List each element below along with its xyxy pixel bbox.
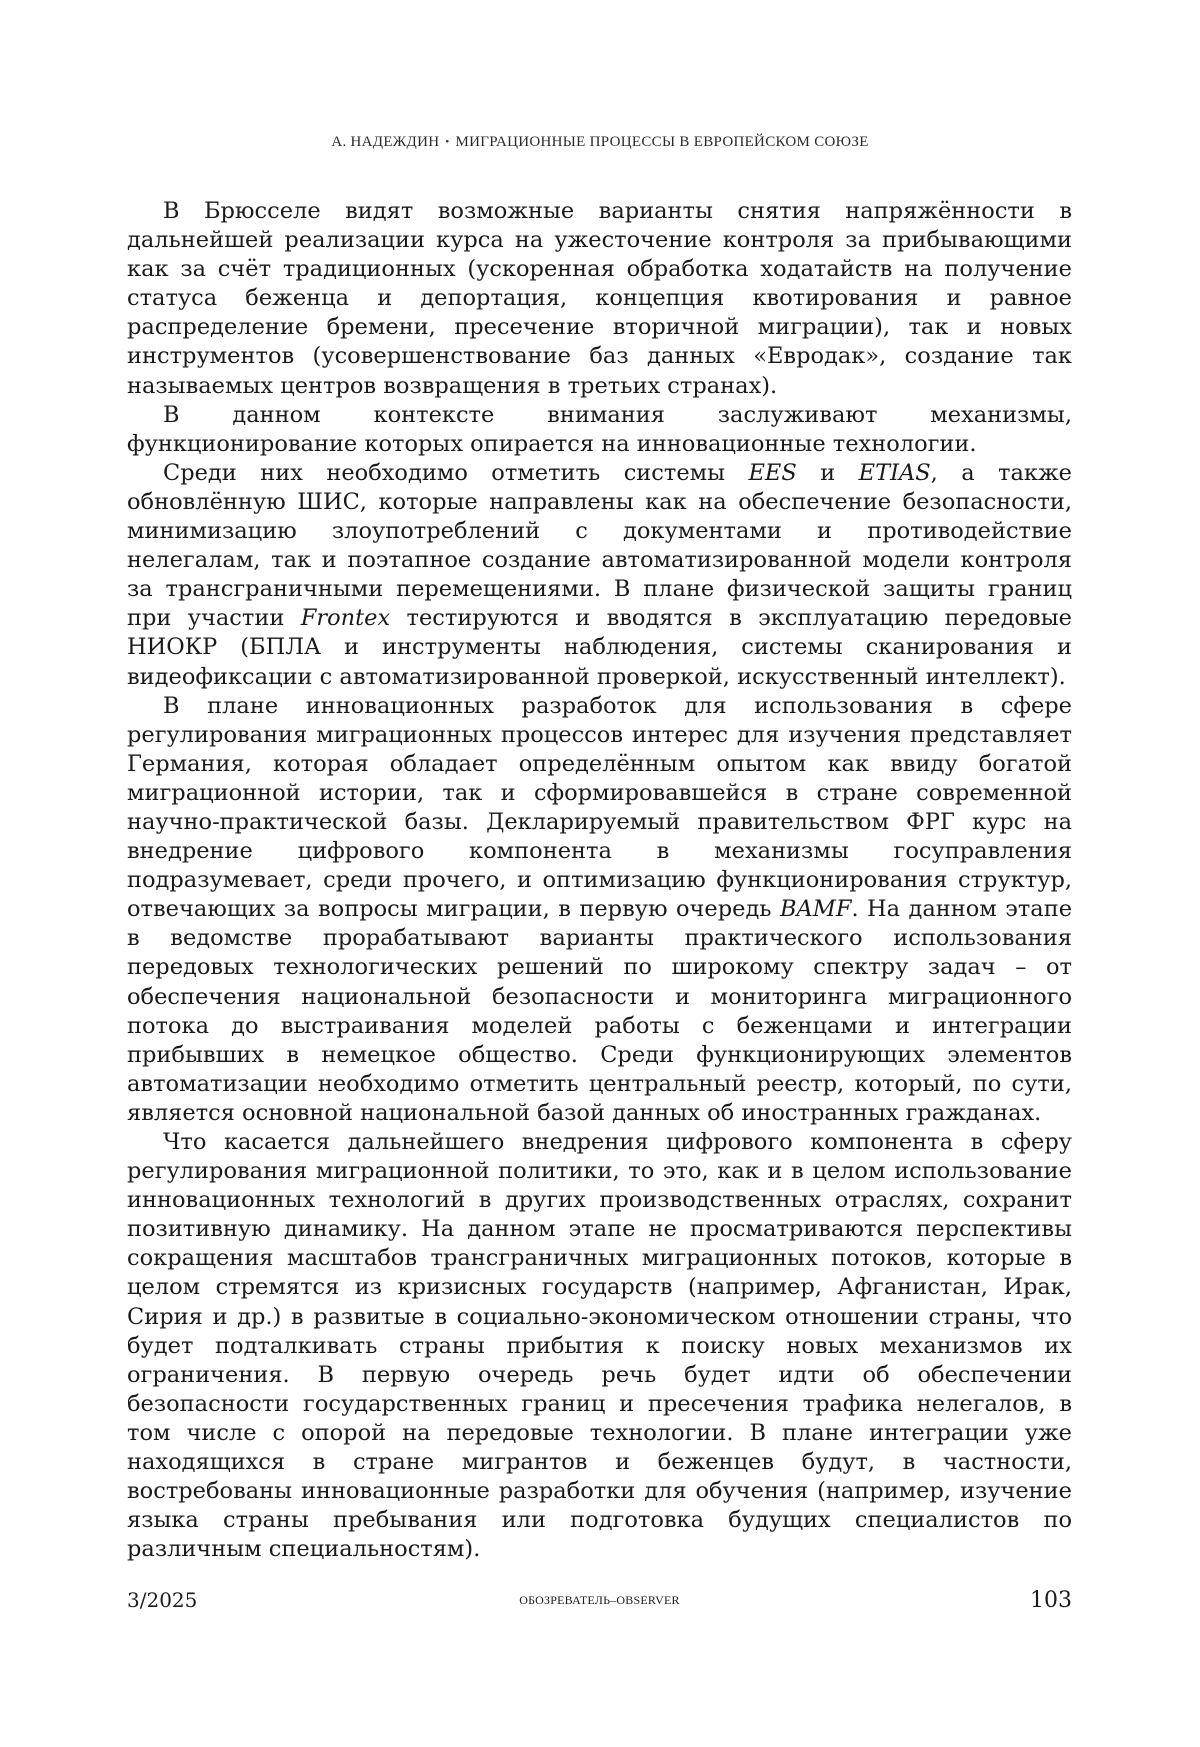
header-author: А. НАДЕЖДИН — [331, 134, 439, 150]
header-article-title: МИГРАЦИОННЫЕ ПРОЦЕССЫ В ЕВРОПЕЙСКОМ СОЮЗЕ — [456, 134, 869, 150]
term-ees: EES — [749, 460, 797, 486]
paragraph-3 — [127, 459, 1072, 692]
paragraph-3-text-1: Среди них необходимо отметить системы — [163, 460, 749, 486]
paragraph-1: В Брюсселе видят возможные варианты снятия напряжённости в дальнейшей реализации курса на ужесточение контроля за прибывающими как за счёт традиционных (ускоренная обработка ходатайств на получение статуса беженца и депортация, концепция квотирования и равное распределение бремени, пресечение вторичной миграции), так и новых инструментов (усовершенствование баз данных «Евродак», создание так называемых центров возвращения в третьих странах). — [127, 197, 1072, 401]
header-separator: • — [445, 136, 449, 148]
paragraph-4-text-1: В плане инновационных разработок для использования в сфере регулирования миграционных процессов интерес для изучения представляет Германия, которая обладает определённым опытом как ввиду богатой миграционной истории, так и сформировавшейся в стране современной научно-практической базы. Декларируемый правительством ФРГ курс на внедрение цифрового компонента в механизмы госуправления подразумевает, среди прочего, и оптимизацию функционирования структур, отвечающих за вопросы миграции, в первую очередь — [127, 693, 1072, 923]
article-body — [127, 197, 1072, 1564]
document-page — [0, 0, 1200, 1747]
footer-page-number: 103 — [1030, 1588, 1072, 1613]
running-header — [0, 134, 1200, 151]
term-etias: ETIAS — [859, 460, 931, 486]
paragraph-3-text-4: тестируются и вводятся в эксплуатацию передовые НИОКР (БПЛА и инструменты наблюдения, системы сканирования и видеофиксации с автоматизированной проверкой, искусственный интеллект). — [127, 605, 1072, 689]
page-footer — [127, 1588, 1072, 1618]
paragraph-2: В данном контексте внимания заслуживают механизмы, функционирование которых опирается на инновационные технологии. — [127, 401, 1072, 459]
term-bamf: BAMF — [780, 896, 851, 922]
paragraph-3-text-2: и — [797, 460, 859, 486]
paragraph-4 — [127, 692, 1072, 1128]
paragraph-3-text-3: , а также обновлённую ШИС, которые направлены как на обеспечение безопасности, минимизацию злоупотреблений с документами и противодействие нелегалам, так и поэтапное создание автоматизированной модели контроля за трансграничными перемещениями. В плане физической защиты границ при участии — [127, 460, 1072, 631]
term-frontex: Frontex — [301, 605, 390, 631]
footer-issue: 3/2025 — [127, 1588, 197, 1612]
footer-journal-name: ОБОЗРЕВАТЕЛЬ–OBSERVER — [127, 1593, 1072, 1608]
paragraph-5: Что касается дальнейшего внедрения цифрового компонента в сферу регулирования миграционной политики, то это, как и в целом использование инновационных технологий в других производственных отраслях, сохранит позитивную динамику. На данном этапе не просматриваются перспективы сокращения масштабов трансграничных миграционных потоков, которые в целом стремятся из кризисных государств (например, Афганистан, Ирак, Сирия и др.) в развитые в социально-экономическом отношении страны, что будет подталкивать страны прибытия к поиску новых механизмов их ограничения. В первую очередь речь будет идти об обеспечении безопасности государственных границ и пресечения трафика нелегалов, в том числе с опорой на передовые технологии. В плане интеграции уже находящихся в стране мигрантов и беженцев будут, в частности, востребованы инновационные разработки для обучения (например, изучение языка страны пребывания или подготовка будущих специалистов по различным специальностям). — [127, 1128, 1072, 1564]
paragraph-4-text-2: . На данном этапе в ведомстве прорабатывают варианты практического использования передовых технологических решений по широкому спектру задач – от обеспечения национальной безопасности и мониторинга миграционного потока до выстраивания моделей работы с беженцами и интеграции прибывших в немецкое общество. Среди функционирующих элементов автоматизации необходимо отметить центральный реестр, который, по сути, является основной национальной базой данных об иностранных гражданах. — [127, 896, 1072, 1126]
